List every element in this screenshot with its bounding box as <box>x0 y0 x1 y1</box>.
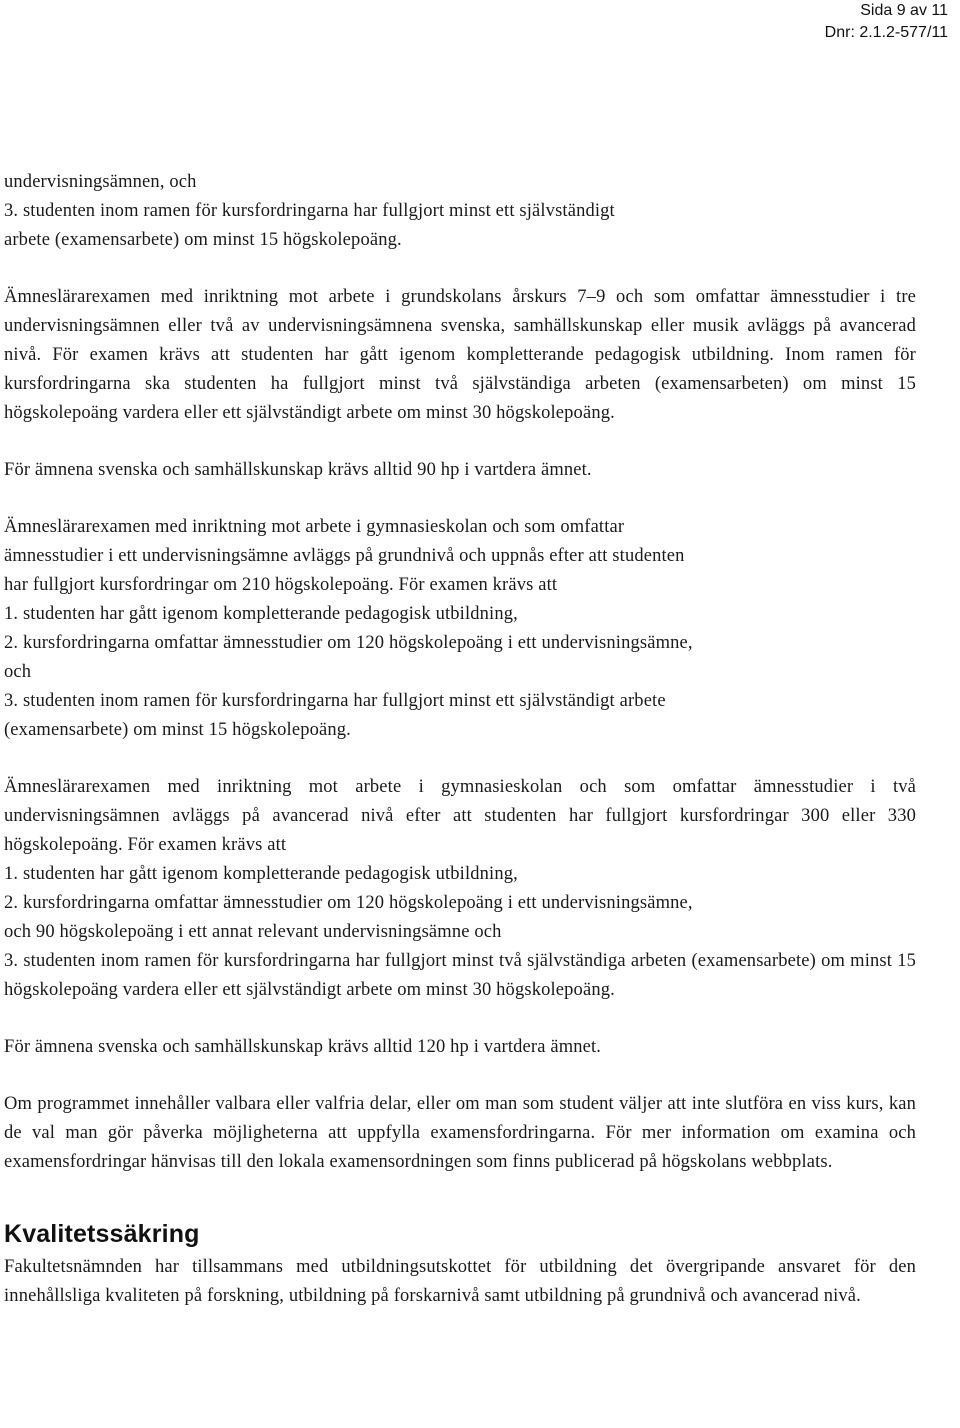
list-items <box>4 860 916 947</box>
list-item-2: 2. kursfordringarna omfattar ämnesstudier om 120 högskolepoäng i ett undervisningsämne, <box>4 633 693 653</box>
text-line: och <box>4 662 32 682</box>
document-body <box>4 168 916 1311</box>
list-item-2: 2. kursfordringarna omfattar ämnesstudier om 120 högskolepoäng i ett undervisningsämne, <box>4 893 693 913</box>
text-line: och 90 högskolepoäng i ett annat relevant undervisningsämne och <box>4 922 502 942</box>
paragraph-gymnasieskola-avancerad <box>4 773 916 1005</box>
page-number: Sida 9 av 11 <box>860 2 948 19</box>
paragraph-gymnasieskola-grundniva <box>4 513 916 745</box>
list-item-1: 1. studenten har gått igenom kompletterande pedagogisk utbildning, <box>4 604 518 624</box>
text-line: Ämneslärarexamen med inriktning mot arbete i gymnasieskolan och som omfattar <box>4 517 625 537</box>
list-item-3: 3. studenten inom ramen för kursfordringarna har fullgjort minst ett självständigt arbete <box>4 691 666 711</box>
paragraph-valbara-delar: Om programmet innehåller valbara eller valfria delar, eller om man som student väljer att inte slutföra en viss kurs, kan de val man gör påverka möjligheterna att uppfylla examensfordringarna. För mer information om examina och examensfordringar hänvisas till den lokala examensordningen som finns publicerad på högskolans webbplats. <box>4 1094 916 1172</box>
paragraph-grundskola: Ämneslärarexamen med inriktning mot arbete i grundskolans årskurs 7–9 och som omfattar ämnesstudier i tre undervisningsämnen eller två av undervisningsämnena svenska, samhällskunskap eller musik avläggs på avancerad nivå. För examen krävs att studenten har gått igenom kompletterande pedagogisk utbildning. Inom ramen för kursfordringarna ska studenten ha fullgjort minst två självständiga arbeten (examensarbeten) om minst 15 högskolepoäng vardera eller ett självständigt arbete om minst 30 högskolepoäng. <box>4 287 916 423</box>
paragraph-svenska-120hp: För ämnena svenska och samhällskunskap krävs alltid 120 hp i vartdera ämnet. <box>4 1037 602 1057</box>
text-line: ämnesstudier i ett undervisningsämne avläggs på grundnivå och uppnås efter att studenten <box>4 546 685 566</box>
text-line: arbete (examensarbete) om minst 15 högskolepoäng. <box>4 230 402 250</box>
list-item-1: 1. studenten har gått igenom kompletterande pedagogisk utbildning, <box>4 864 518 884</box>
text-line: (examensarbete) om minst 15 högskolepoäng. <box>4 720 351 740</box>
paragraph-continuation <box>4 168 916 255</box>
paragraph-kvalitetssakring: Fakultetsnämnden har tillsammans med utbildningsutskottet för utbildning det övergripande ansvaret för den innehållsliga kvaliteten på forskning, utbildning på forskarnivå samt utbildning på grundnivå och avancerad nivå. <box>4 1257 916 1306</box>
text-line: har fullgjort kursfordringar om 210 högskolepoäng. För examen krävs att <box>4 575 558 595</box>
list-item-3: 3. studenten inom ramen för kursfordringarna har fullgjort minst två självständiga arbeten (examensarbete) om minst 15 högskolepoäng vardera eller ett självständigt arbete om minst 30 högskolepoäng. <box>4 951 916 1000</box>
paragraph-svenska-90hp: För ämnena svenska och samhällskunskap krävs alltid 90 hp i vartdera ämnet. <box>4 460 592 480</box>
text-line: undervisningsämnen, och <box>4 172 197 192</box>
document-number: Dnr: 2.1.2-577/11 <box>824 24 948 41</box>
list-item-3: 3. studenten inom ramen för kursfordringarna har fullgjort minst ett självständigt <box>4 201 615 221</box>
section-heading: Kvalitetssäkring <box>4 1220 200 1248</box>
paragraph-intro: Ämneslärarexamen med inriktning mot arbete i gymnasieskolan och som omfattar ämnesstudier i två undervisningsämnen avläggs på avancerad nivå efter att studenten har fullgjort kursfordringar 300 eller 330 högskolepoäng. För examen krävs att <box>4 777 916 855</box>
page-header <box>825 0 948 44</box>
